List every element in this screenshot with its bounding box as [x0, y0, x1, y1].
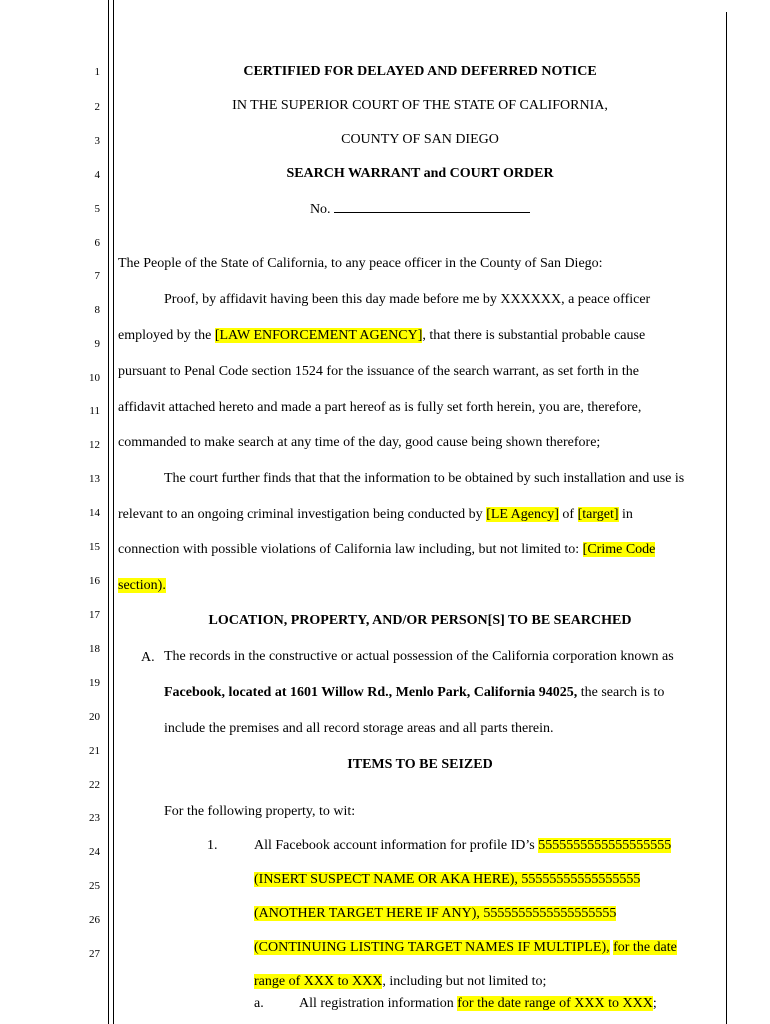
- left-margin-rule-inner: [113, 0, 114, 1024]
- address-line: The People of the State of California, to any peace officer in the County of San Diego:: [118, 256, 603, 271]
- line-number: 1: [94, 66, 100, 78]
- line-number: 20: [89, 711, 100, 723]
- text: connection with possible violations of California law including, but not limited to:: [118, 542, 583, 557]
- left-margin-rule: [108, 0, 109, 1024]
- text: All registration information: [299, 996, 458, 1011]
- paragraph-1-line-5: commanded to make search at any time of the day, good cause being shown therefore;: [118, 435, 601, 450]
- text: ;: [652, 996, 657, 1011]
- line-number: 16: [89, 575, 100, 587]
- target-placeholder: [target]: [577, 507, 619, 522]
- line-number: 24: [89, 846, 100, 858]
- item-line-1: [254, 838, 671, 854]
- facebook-address: Facebook, located at 1601 Willow Rd., Menlo Park, California 94025,: [164, 685, 578, 700]
- line-number: 23: [89, 812, 100, 824]
- location-heading: LOCATION, PROPERTY, AND/OR PERSON[S] TO BE SEARCHED: [208, 613, 632, 628]
- county-name: COUNTY OF SAN DIEGO: [341, 132, 499, 147]
- paragraph-2-line-4: [118, 578, 166, 594]
- case-number-label: No.: [309, 202, 331, 217]
- another-target-placeholder: (ANOTHER TARGET HERE IF ANY), 5555555555555555555: [254, 906, 617, 921]
- case-number-line: [114, 200, 726, 218]
- notice-heading: CERTIFIED FOR DELAYED AND DEFERRED NOTICE: [243, 64, 597, 79]
- court-name: IN THE SUPERIOR COURT OF THE STATE OF CALIFORNIA,: [232, 98, 608, 113]
- crime-code-placeholder-cont: section).: [118, 578, 166, 593]
- right-margin-rule: [726, 12, 727, 1024]
- line-number: 22: [89, 779, 100, 791]
- line-number: 27: [89, 948, 100, 960]
- date-range-placeholder: range of XXX to XXX: [254, 974, 383, 989]
- line-number: 26: [89, 914, 100, 926]
- line-number: 7: [94, 270, 100, 282]
- paragraph-1-line-3: pursuant to Penal Code section 1524 for the issuance of the search warrant, as set forth in the: [118, 364, 639, 379]
- le-agency-placeholder: [LE Agency]: [486, 507, 559, 522]
- item-line-2: [254, 872, 640, 888]
- text: , that there is substantial probable cause: [422, 328, 646, 343]
- text: employed by the: [118, 328, 215, 343]
- items-intro: For the following property, to wit:: [164, 804, 356, 819]
- line-number: 25: [89, 880, 100, 892]
- text: , including but not limited to;: [382, 974, 547, 989]
- paragraph-2-line-3: [118, 542, 655, 558]
- line-number: 3: [94, 135, 100, 147]
- line-number: 10: [89, 372, 100, 384]
- line-number: 6: [94, 237, 100, 249]
- line-number: 15: [89, 541, 100, 553]
- line-number: 14: [89, 507, 100, 519]
- text: of: [558, 507, 578, 522]
- line-number: 11: [89, 405, 100, 417]
- location-line-1: The records in the constructive or actual possession of the California corporation known as: [164, 649, 674, 664]
- paragraph-2-line-1: The court further finds that that the information to be obtained by such installation and use is: [164, 471, 685, 486]
- line-number: 4: [94, 169, 100, 181]
- date-placeholder: for the date: [613, 940, 677, 955]
- text: in: [618, 507, 633, 522]
- location-line-2: [164, 685, 664, 701]
- line-number: 9: [94, 338, 100, 350]
- registration-date-placeholder: for the date range of XXX to XXX: [457, 996, 653, 1011]
- agency-placeholder: [LAW ENFORCEMENT AGENCY]: [214, 328, 423, 343]
- line-number: 18: [89, 643, 100, 655]
- line-number: 21: [89, 745, 100, 757]
- suspect-name-placeholder: (INSERT SUSPECT NAME OR AKA HERE), 55555555555555555: [254, 872, 641, 887]
- sub-item-line: [299, 996, 657, 1012]
- item-line-5: [254, 974, 546, 990]
- line-number: 19: [89, 677, 100, 689]
- text: the search is to: [577, 685, 665, 700]
- text: relevant to an ongoing criminal investigation being conducted by: [118, 507, 487, 522]
- line-number: 13: [89, 473, 100, 485]
- location-item-letter: A.: [141, 650, 155, 665]
- document-title: SEARCH WARRANT and COURT ORDER: [286, 166, 554, 181]
- continuing-targets-placeholder: (CONTINUING LISTING TARGET NAMES IF MULTIPLE),: [254, 940, 610, 955]
- paragraph-2-line-2: [118, 507, 633, 523]
- paragraph-1-line-2: [118, 328, 645, 344]
- line-number: 12: [89, 439, 100, 451]
- crime-code-placeholder: [Crime Code: [582, 542, 656, 557]
- line-number: 5: [94, 203, 100, 215]
- line-number: 17: [89, 609, 100, 621]
- location-line-3: include the premises and all record storage areas and all parts therein.: [164, 721, 554, 736]
- line-number: 2: [94, 101, 100, 113]
- line-number: 8: [94, 304, 100, 316]
- case-number-blank: [334, 200, 530, 213]
- item-line-3: [254, 906, 616, 922]
- item-number: 1.: [207, 838, 218, 853]
- sub-item-letter: a.: [254, 996, 264, 1011]
- items-heading: ITEMS TO BE SEIZED: [347, 757, 493, 772]
- text: All Facebook account information for profile ID’s: [254, 838, 539, 853]
- paragraph-1-line-4: affidavit attached hereto and made a part hereof as is fully set forth herein, you are, therefore,: [118, 400, 642, 415]
- profile-id-placeholder: 5555555555555555555: [538, 838, 672, 853]
- paragraph-1-line-1: Proof, by affidavit having been this day made before me by XXXXXX, a peace officer: [164, 292, 651, 307]
- item-line-4: [254, 940, 677, 956]
